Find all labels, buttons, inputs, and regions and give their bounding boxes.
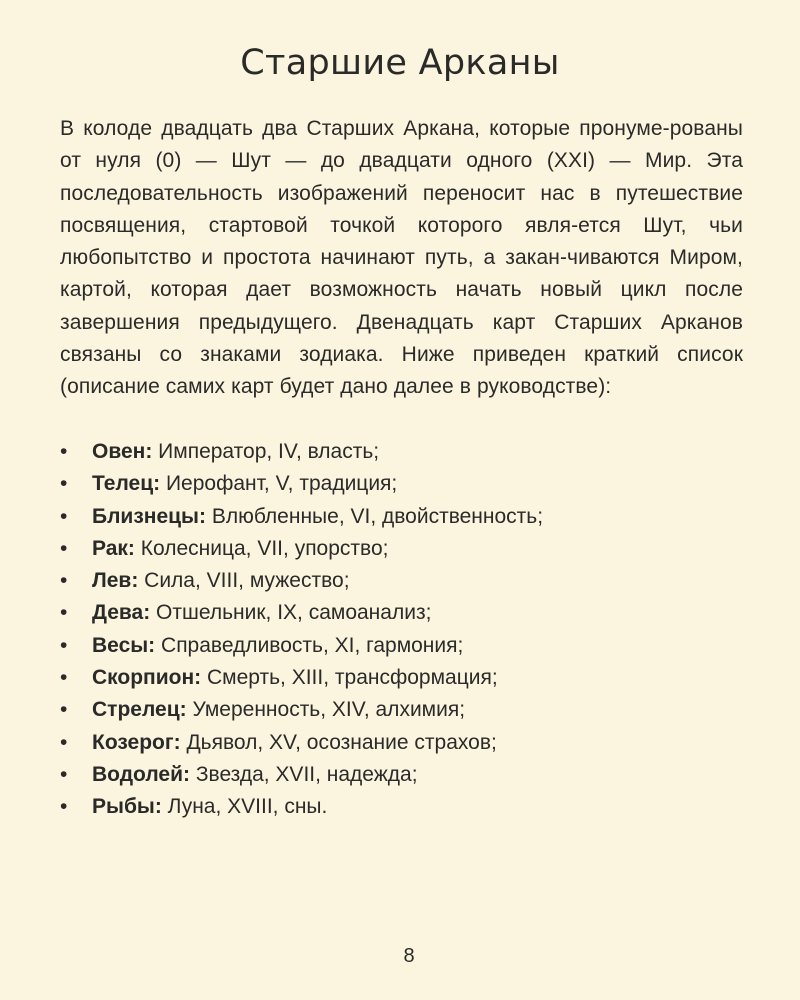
list-item xyxy=(60,791,750,823)
list-item xyxy=(60,597,750,629)
bullet-icon: • xyxy=(60,698,68,722)
card-description: Луна, XVIII, сны. xyxy=(161,795,328,819)
list-item xyxy=(60,533,750,565)
bullet-icon: • xyxy=(60,536,68,560)
list-item xyxy=(60,501,750,533)
zodiac-sign: Рак: xyxy=(92,536,135,560)
page-number: 8 xyxy=(403,945,415,967)
bullet-icon: • xyxy=(60,504,68,528)
page-title: Старшие Арканы xyxy=(240,43,560,83)
bullet-icon: • xyxy=(60,601,68,625)
bullet-icon: • xyxy=(60,440,68,463)
zodiac-sign: Дева: xyxy=(92,601,151,625)
zodiac-sign: Весы: xyxy=(92,633,156,657)
zodiac-sign: Стрелец: xyxy=(92,698,187,722)
card-description: Умеренность, XIV, алхимия; xyxy=(186,698,466,722)
zodiac-sign: Близнецы: xyxy=(92,504,206,528)
list-item xyxy=(60,436,750,468)
list-item xyxy=(60,468,750,500)
card-description: Смерть, XIII, трансформация; xyxy=(201,666,498,690)
zodiac-sign: Лев: xyxy=(92,569,139,593)
bullet-icon: • xyxy=(60,633,68,657)
list-item xyxy=(60,759,750,791)
list-item xyxy=(60,565,750,597)
zodiac-sign: Рыбы: xyxy=(92,795,162,819)
list-item xyxy=(60,694,750,726)
list-item xyxy=(60,727,750,759)
zodiac-sign: Телец: xyxy=(92,472,161,496)
card-description: Влюбленные, VI, двойственность; xyxy=(205,504,544,528)
bullet-icon: • xyxy=(60,795,68,819)
zodiac-sign: Козерог: xyxy=(92,730,181,754)
card-description: Иерофант, V, традиция; xyxy=(160,472,398,496)
bullet-icon: • xyxy=(60,730,68,754)
zodiac-sign: Овен: xyxy=(92,440,153,463)
zodiac-sign: Скорпион: xyxy=(92,666,202,690)
card-description: Колесница, VII, упорство; xyxy=(134,536,389,560)
intro-paragraph: В колоде двадцать два Старших Аркана, которые пронуме-рованы от нуля (0) — Шут — до двадцати одного (XXI) — Мир. Эта последовательность изображений переносит нас в путешествие посвящения, стартовой точкой которого явля-ется Шут, чьи любопытство и простота начинают путь, а закан-чиваются Миром, картой, которая дает возможность начать новый цикл после завершения предыдущего. Двенадцать карт Старших Арканов связаны со знаками зодиака. Ниже приведен краткий список (описание самих карт будет дано далее в руководстве): xyxy=(60,117,743,399)
card-description: Дьявол, XV, осознание страхов; xyxy=(180,730,497,754)
card-description: Сила, VIII, мужество; xyxy=(138,569,350,593)
bullet-icon: • xyxy=(60,666,68,690)
card-description: Справедливость, XI, гармония; xyxy=(155,633,464,657)
bullet-icon: • xyxy=(60,762,68,786)
card-description: Отшельник, IX, самоанализ; xyxy=(150,601,432,625)
card-description: Император, IV, власть; xyxy=(152,440,380,463)
zodiac-sign: Водолей: xyxy=(92,762,190,786)
list-item xyxy=(60,662,750,694)
bullet-icon: • xyxy=(60,569,68,593)
card-description: Звезда, XVII, надежда; xyxy=(190,762,418,786)
bullet-icon: • xyxy=(60,472,68,496)
list-item xyxy=(60,630,750,662)
zodiac-arcana-list xyxy=(60,436,750,824)
